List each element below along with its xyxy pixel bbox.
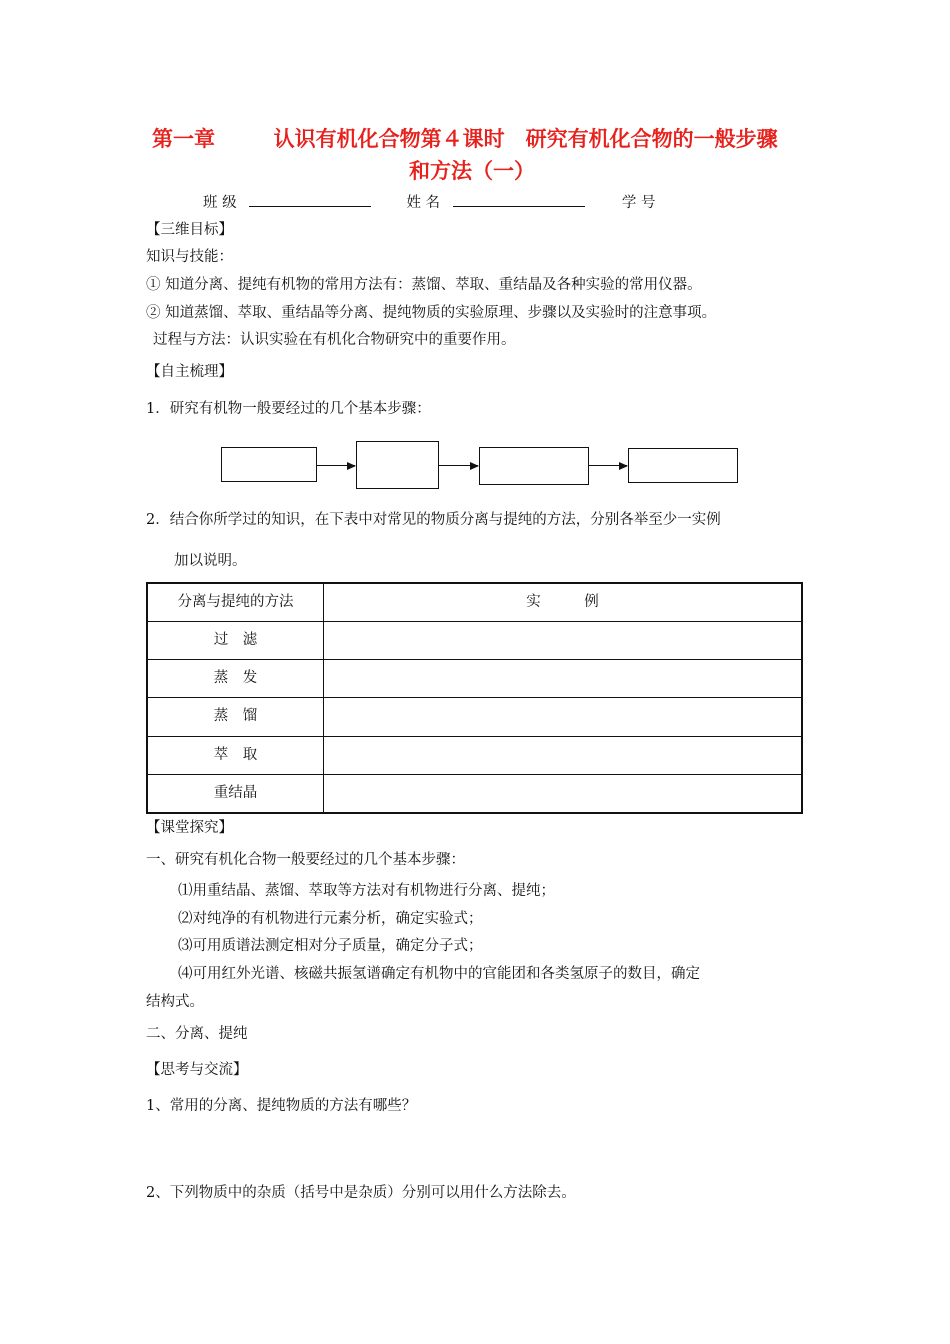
objective-item: ① 知道分离、提纯有机物的常用方法有：蒸馏、萃取、重结晶及各种实验的常用仪器。: [146, 277, 702, 293]
objectives-heading: 【三维目标】: [146, 222, 233, 238]
table-header-row: [147, 583, 802, 621]
step-box-3[interactable]: [479, 447, 589, 485]
method-cell: 过 滤: [147, 621, 324, 659]
step-item: ⑴用重结晶、蒸馏、萃取等方法对有机物进行分离、提纯；: [178, 883, 555, 899]
question-1: 1．研究有机物一般要经过的几个基本步骤：: [146, 401, 431, 417]
name-field[interactable]: [453, 192, 585, 207]
page-title: [152, 123, 778, 153]
think-question-1: 1、常用的分离、提纯物质的方法有哪些？: [146, 1098, 417, 1114]
table-row: [147, 621, 802, 659]
self-study-heading: 【自主梳理】: [146, 364, 233, 380]
step-item: ⑷可用红外光谱、核磁共振氢谱确定有机物中的官能团和各类氢原子的数目，确定: [178, 966, 700, 982]
section-1-title: 一、研究有机化合物一般要经过的几个基本步骤：: [146, 852, 465, 868]
method-cell: 重结晶: [147, 775, 324, 813]
example-cell[interactable]: [324, 775, 803, 813]
step-item: ⑵对纯净的有机物进行元素分析，确定实验式；: [178, 911, 483, 927]
class-field[interactable]: [249, 192, 371, 207]
example-cell[interactable]: [324, 736, 803, 774]
example-cell[interactable]: [324, 621, 803, 659]
table-row: [147, 698, 802, 736]
objective-item: ② 知道蒸馏、萃取、重结晶等分离、提纯物质的实验原理、步骤以及实验时的注意事项。: [146, 305, 717, 321]
section-2-title: 二、分离、提纯: [146, 1026, 248, 1042]
method-cell: 萃 取: [147, 736, 324, 774]
student-info: [203, 191, 655, 212]
table-row: [147, 660, 802, 698]
class-label: 班 级: [203, 195, 237, 211]
example-cell[interactable]: [324, 698, 803, 736]
think-question-2: 2、下列物质中的杂质（括号中是杂质）分别可以用什么方法除去。: [146, 1185, 576, 1201]
method-cell: 蒸 馏: [147, 698, 324, 736]
knowledge-label: 知识与技能：: [146, 249, 233, 265]
example-cell[interactable]: [324, 660, 803, 698]
arrow-icon: [317, 465, 355, 466]
page-title-line2: 和方法（一）: [409, 158, 535, 183]
step-item-cont: 结构式。: [146, 994, 204, 1010]
table-row: [147, 736, 802, 774]
chapter-label: 第一章: [152, 126, 215, 151]
step-box-2[interactable]: [356, 441, 439, 489]
number-label: 学 号: [621, 195, 656, 211]
step-box-4[interactable]: [628, 448, 738, 483]
header-method: 分离与提纯的方法: [147, 583, 324, 621]
arrow-icon: [439, 465, 478, 466]
header-example: 实 例: [324, 583, 803, 621]
think-heading: 【思考与交流】: [146, 1062, 248, 1078]
method-cell: 蒸 发: [147, 660, 324, 698]
classroom-heading: 【课堂探究】: [146, 820, 233, 836]
question-2-cont: 加以说明。: [174, 553, 247, 569]
table-row: [147, 775, 802, 813]
methods-table: [146, 582, 803, 814]
arrow-icon: [589, 465, 627, 466]
step-box-1[interactable]: [221, 447, 317, 482]
lesson-title: 认识有机化合物第４课时 研究有机化合物的一般步骤: [273, 126, 778, 151]
process-method: 过程与方法：认识实验在有机化合物研究中的重要作用。: [153, 332, 516, 348]
name-label: 姓 名: [406, 195, 441, 211]
question-2: 2．结合你所学过的知识，在下表中对常见的物质分离与提纯的方法，分别各举至少一实例: [146, 512, 721, 528]
step-item: ⑶可用质谱法测定相对分子质量，确定分子式；: [178, 938, 483, 954]
